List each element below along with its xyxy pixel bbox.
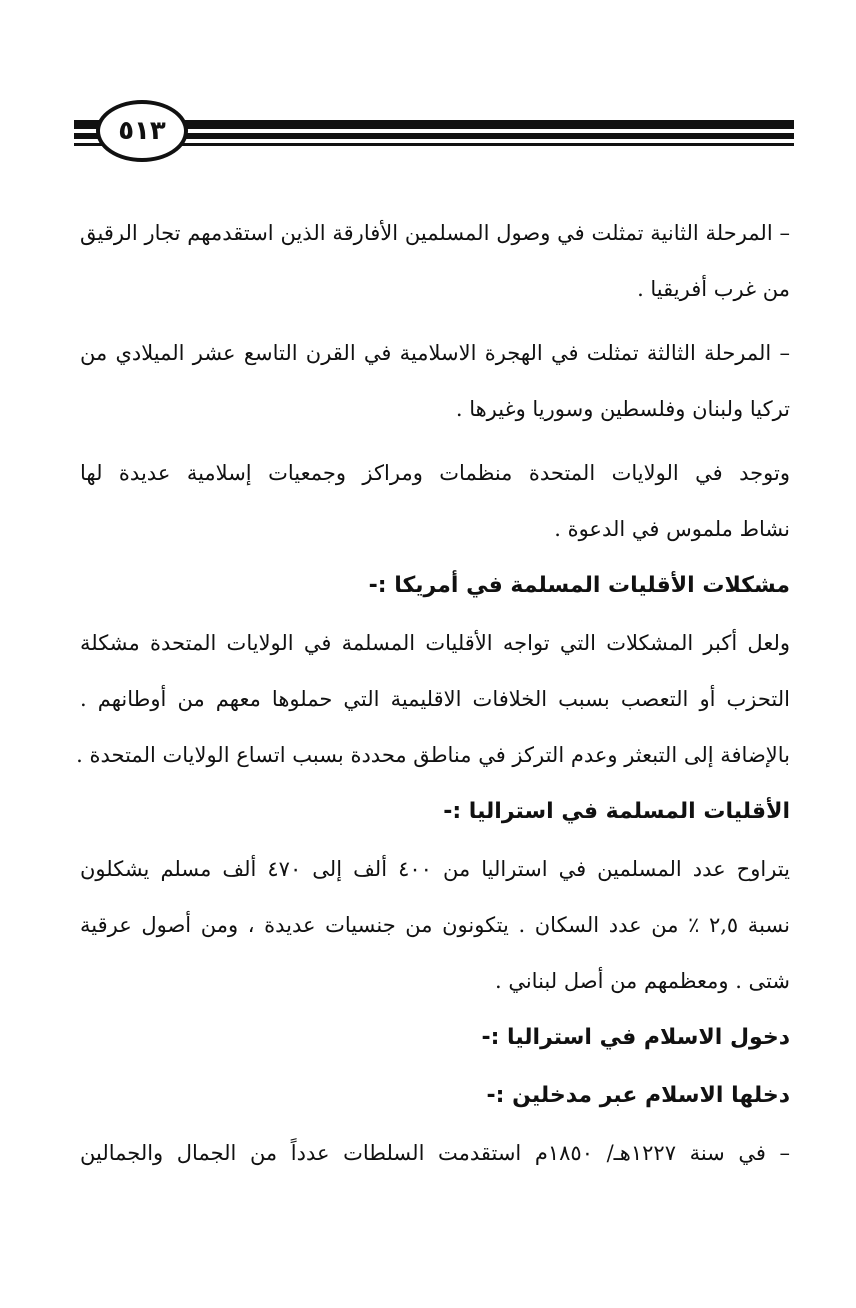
section-heading-australia-minorities: الأقليات المسلمة في استراليا :- <box>443 799 790 824</box>
text-line: – المرحلة الثانية تمثلت في وصول المسلمين الأفارقة الذين استقدمهم تجار الرقيق <box>80 221 790 245</box>
text-line: – المرحلة الثالثة تمثلت في الهجرة الاسلامية في القرن التاسع عشر الميلادي من <box>80 341 790 365</box>
section-heading-islam-entry: دخول الاسلام في استراليا :- <box>481 1025 790 1050</box>
section-heading-america-problems: مشكلات الأقليات المسلمة في أمريكا :- <box>368 573 790 598</box>
text-line: من غرب أفريقيا . <box>637 277 790 301</box>
text-line: بالإضافة إلى التبعثر وعدم التركز في مناطق محددة بسبب اتساع الولايات المتحدة . <box>76 743 790 767</box>
paragraph-stage-three <box>80 325 790 437</box>
paragraph-problems <box>76 615 790 783</box>
text-line: نشاط ملموس في الدعوة . <box>554 517 790 541</box>
page-body <box>76 205 790 1181</box>
section-heading-two-entries: دخلها الاسلام عبر مدخلين :- <box>486 1083 790 1108</box>
text-line: – في سنة ١٢٢٧هـ/ ١٨٥٠م استقدمت السلطات عدداً من الجمال والجمالين <box>80 1141 790 1165</box>
text-line: التحزب أو التعصب بسبب الخلافات الاقليمية التي حملوها معهم من أوطانهم . <box>80 687 790 711</box>
paragraph-australia-population <box>80 841 790 1009</box>
text-line: يتراوح عدد المسلمين في استراليا من ٤٠٠ ألف إلى ٤٧٠ ألف مسلم يشكلون <box>80 857 790 881</box>
paragraph-stage-two <box>80 205 790 317</box>
text-line: وتوجد في الولايات المتحدة منظمات ومراكز وجمعيات إسلامية عديدة لها <box>80 461 790 485</box>
paragraph-camels <box>80 1125 790 1181</box>
page-number: ٥١٣ <box>118 116 166 146</box>
text-line: شتى . ومعظمهم من أصل لبناني . <box>494 969 790 993</box>
page-number-oval <box>96 100 188 162</box>
text-line: ولعل أكبر المشكلات التي تواجه الأقليات المسلمة في الولايات المتحدة مشكلة <box>80 631 790 655</box>
text-line: نسبة ٢,٥ ٪ من عدد السكان . يتكونون من جنسيات عديدة ، ومن أصول عرقية <box>80 913 790 937</box>
text-line: تركيا ولبنان وفلسطين وسوريا وغيرها . <box>455 397 790 421</box>
paragraph-organizations <box>80 445 790 557</box>
page-header <box>74 100 794 180</box>
